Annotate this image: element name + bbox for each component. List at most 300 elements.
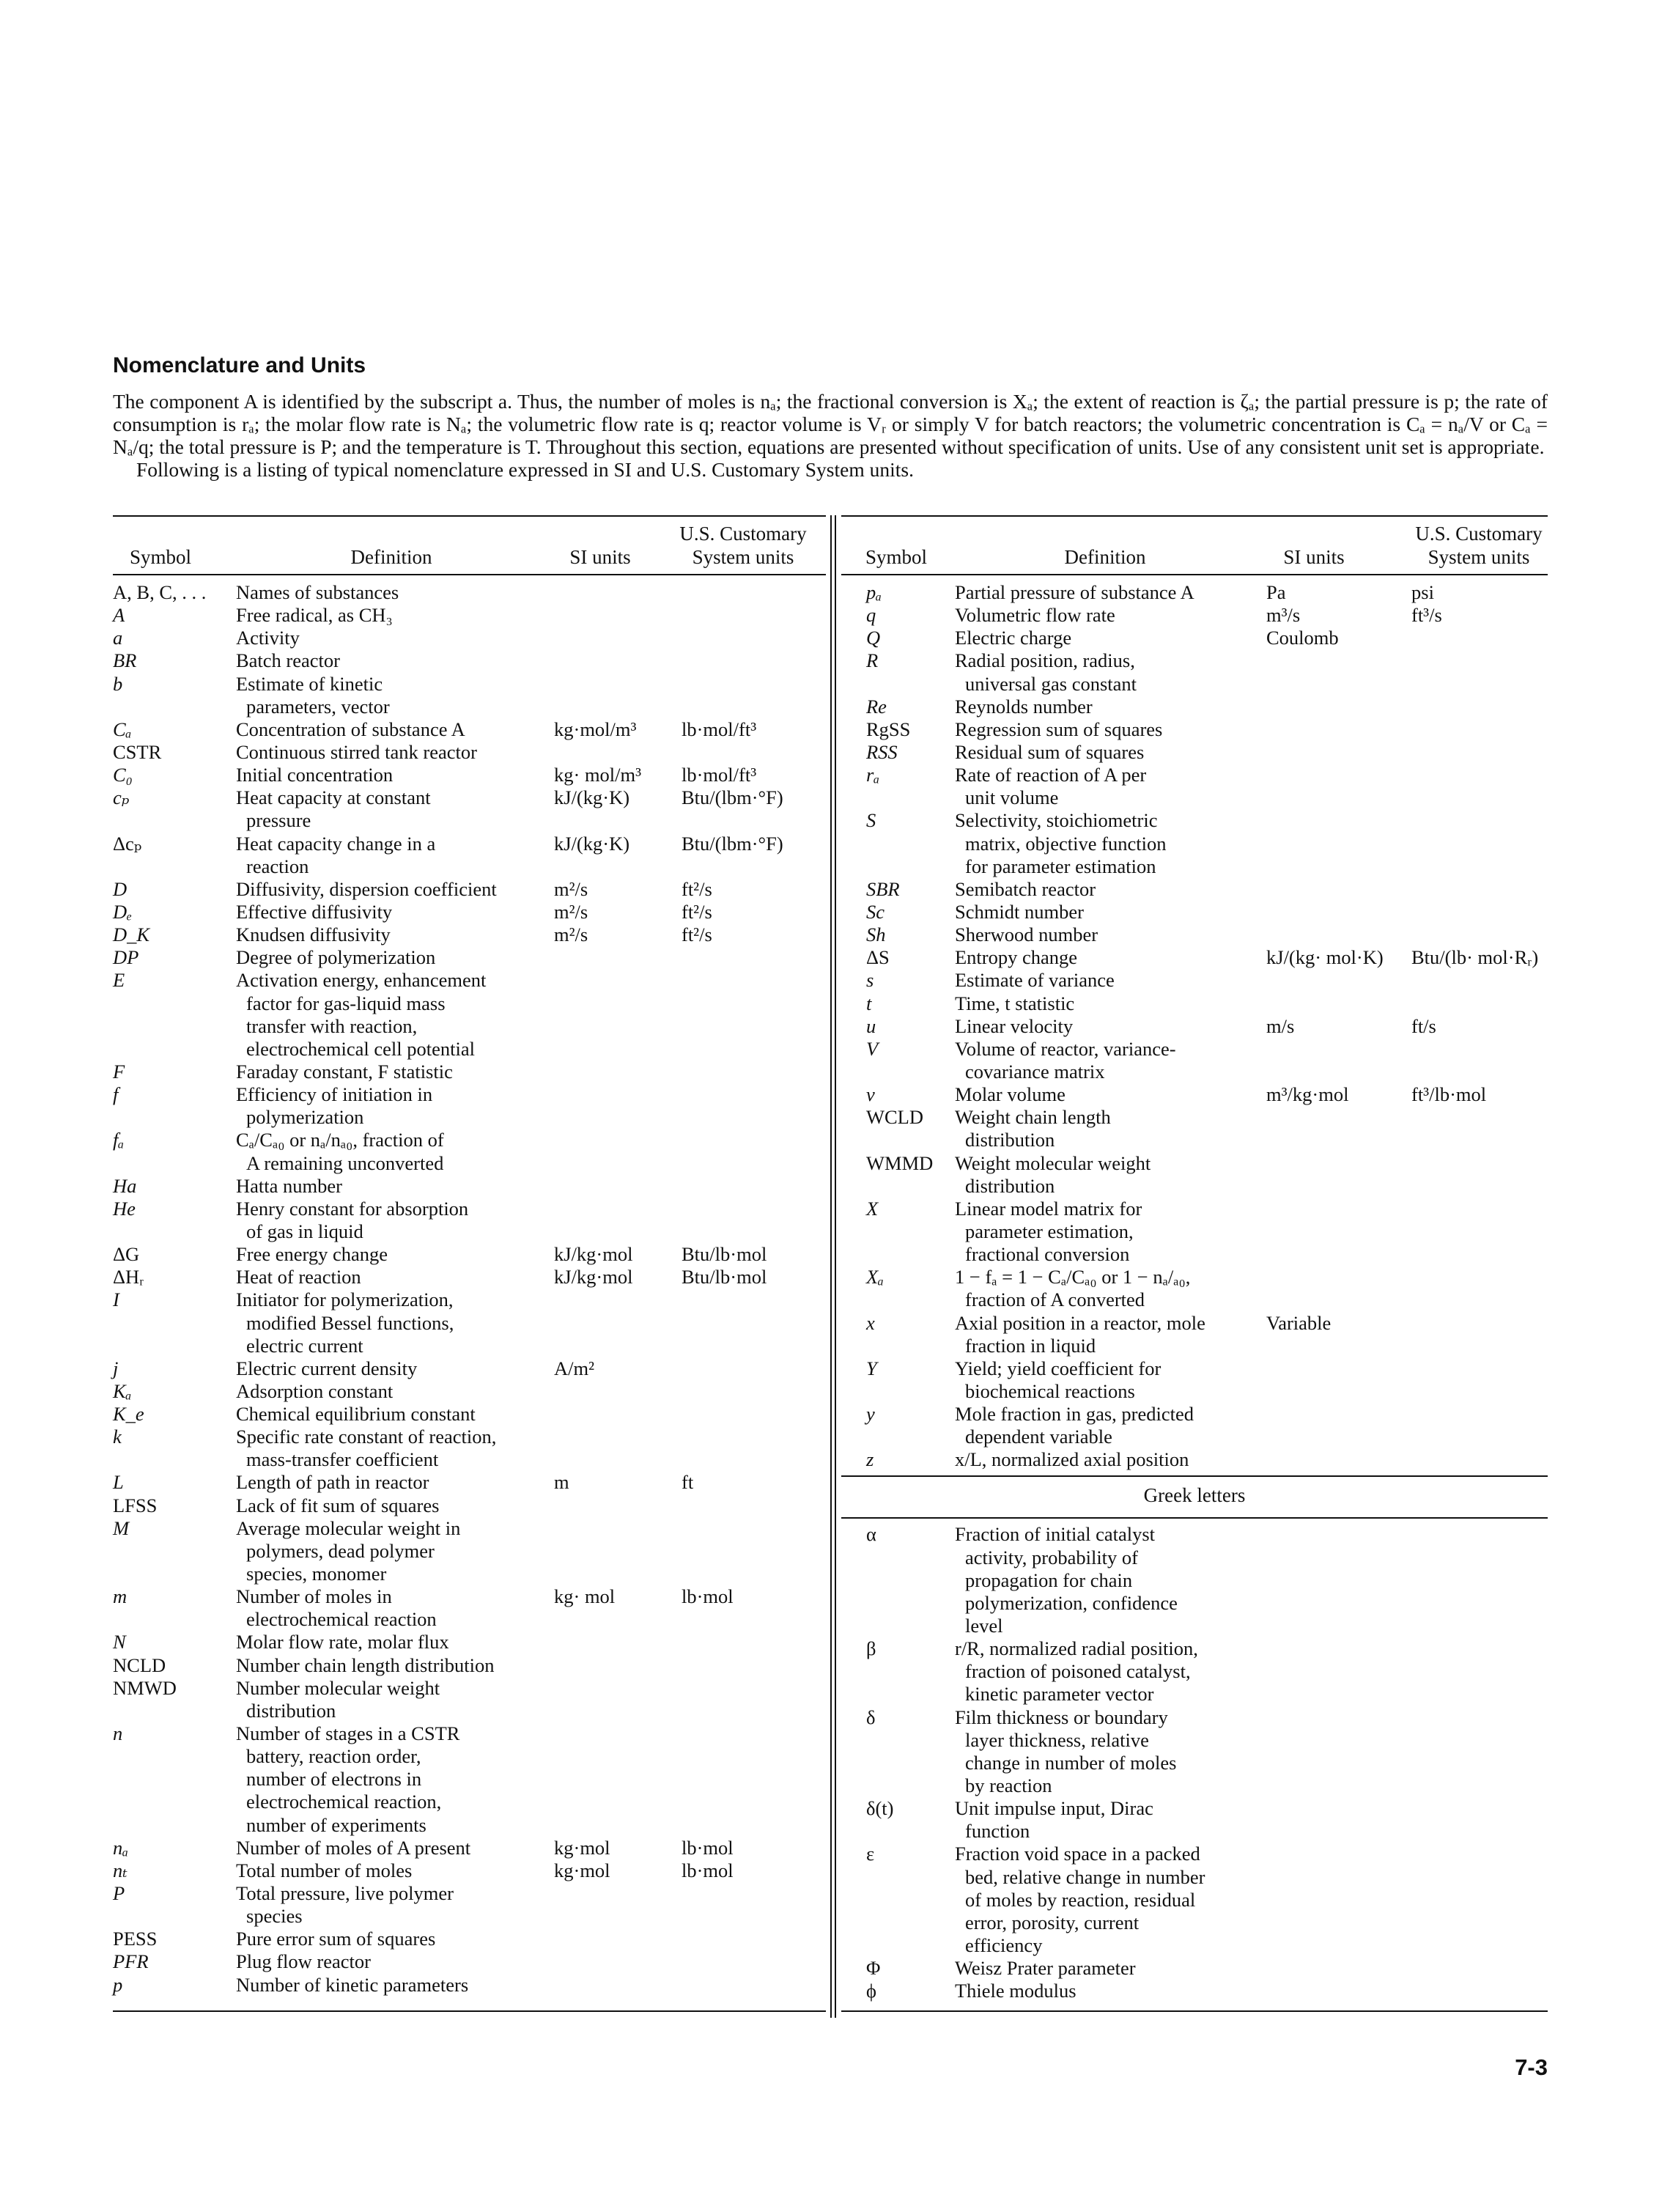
symbol-cell: nₜ <box>113 1859 128 1881</box>
greek-table-body <box>841 1523 1548 2002</box>
table-row <box>113 1745 826 1768</box>
us-unit-cell: lb·mol <box>682 1836 734 1859</box>
definition-cell: propagation for chain <box>965 1568 1133 1591</box>
table-row <box>113 627 826 649</box>
definition-cell: Plug flow reactor <box>236 1950 371 1973</box>
symbol-cell: Cₐ <box>113 718 132 740</box>
definition-cell: Efficiency of initiation in <box>236 1083 433 1106</box>
definition-cell: Number of moles in <box>236 1585 392 1608</box>
table-row <box>841 1889 1548 1911</box>
table-row <box>841 1660 1548 1683</box>
table-row <box>113 946 826 969</box>
definition-cell: Volumetric flow rate <box>955 604 1115 627</box>
definition-cell: Number of moles of A present <box>236 1836 471 1859</box>
symbol-cell: He <box>113 1197 136 1220</box>
us-unit-cell: psi <box>1411 581 1434 603</box>
symbol-cell: R <box>866 649 879 672</box>
table-row <box>841 1866 1548 1889</box>
definition-cell: Molar volume <box>955 1083 1066 1106</box>
definition-cell: battery, reaction order, <box>246 1745 421 1768</box>
symbol-cell: Xₐ <box>866 1266 884 1289</box>
table-row <box>841 1957 1548 1980</box>
symbol-cell: Sc <box>866 900 885 923</box>
definition-cell: Number of kinetic parameters <box>236 1973 469 1996</box>
table-row <box>113 992 826 1015</box>
definition-cell: Yield; yield coefficient for <box>955 1357 1162 1379</box>
definition-cell: Initiator for polymerization, <box>236 1289 454 1311</box>
table-row <box>113 1654 826 1677</box>
header-definition: Definition <box>350 546 432 568</box>
definition-cell: Estimate of kinetic <box>236 672 383 695</box>
definition-cell: covariance matrix <box>965 1060 1105 1083</box>
page-number: 7-3 <box>1515 2054 1548 2080</box>
table-row <box>113 1289 826 1311</box>
table-row <box>841 786 1548 809</box>
symbol-cell: Q <box>866 627 881 649</box>
table-row <box>113 1722 826 1745</box>
us-unit-cell: ft²/s <box>682 877 712 900</box>
symbol-cell: RgSS <box>866 718 911 740</box>
definition-cell: of gas in liquid <box>246 1220 363 1242</box>
definition-cell: Continuous stirred tank reactor <box>236 740 477 763</box>
symbol-cell: Ha <box>113 1174 137 1197</box>
table-row <box>113 878 826 901</box>
definition-cell: Unit impulse input, Dirac <box>955 1797 1153 1820</box>
table-row <box>841 992 1548 1015</box>
definition-cell: Linear model matrix for <box>955 1197 1142 1220</box>
definition-cell: Sherwood number <box>955 923 1098 946</box>
definition-cell: bed, relative change in number <box>965 1865 1205 1888</box>
us-unit-cell: Btu/(lb· mol·Rᵣ) <box>1411 946 1539 969</box>
table-row <box>841 1523 1548 1546</box>
table-row <box>113 1380 826 1403</box>
table-row <box>841 1546 1548 1569</box>
table-row <box>841 1706 1548 1729</box>
definition-cell: function <box>965 1820 1030 1843</box>
definition-cell: matrix, objective function <box>965 832 1167 855</box>
definition-cell: Lack of fit sum of squares <box>236 1494 440 1516</box>
symbol-cell: V <box>866 1037 879 1060</box>
table-row <box>841 1797 1548 1820</box>
definition-cell: Heat capacity at constant <box>236 786 431 809</box>
definition-cell: Linear velocity <box>955 1014 1074 1037</box>
symbol-cell: Re <box>866 695 887 718</box>
symbol-cell: j <box>113 1357 119 1379</box>
table-row <box>113 696 826 718</box>
symbol-cell: L <box>113 1471 124 1494</box>
definition-cell: x/L, normalized axial position <box>955 1448 1189 1471</box>
table-row <box>841 604 1548 627</box>
definition-cell: factor for gas-liquid mass <box>246 992 446 1014</box>
definition-cell: Radial position, radius, <box>955 649 1135 672</box>
si-unit-cell: m³/s <box>1266 604 1301 627</box>
symbol-cell: D_K <box>113 923 150 946</box>
definition-cell: Average molecular weight in <box>236 1516 461 1539</box>
table-row <box>841 1426 1548 1448</box>
definition-cell: Weight chain length <box>955 1106 1111 1129</box>
definition-cell: Knudsen diffusivity <box>236 923 391 946</box>
symbol-cell: Δcₚ <box>113 832 142 855</box>
page-title: Nomenclature and Units <box>113 353 366 377</box>
table-header <box>841 517 1548 575</box>
table-row <box>113 1015 826 1038</box>
symbol-cell: PESS <box>113 1928 158 1950</box>
symbol-cell: BR <box>113 649 137 672</box>
definition-cell: distribution <box>965 1174 1055 1197</box>
header-us-2: System units <box>1428 546 1530 568</box>
table-row <box>841 1129 1548 1151</box>
table-row <box>113 1631 826 1654</box>
us-unit-cell: Btu/lb·mol <box>682 1243 767 1266</box>
table-row <box>113 1563 826 1585</box>
si-unit-cell: A/m² <box>554 1357 595 1379</box>
definition-cell: Effective diffusivity <box>236 900 393 923</box>
definition-cell: electric current <box>246 1334 363 1357</box>
definition-cell: level <box>965 1615 1003 1637</box>
table-row <box>113 1335 826 1357</box>
definition-cell: of moles by reaction, residual <box>965 1888 1196 1911</box>
table-row <box>113 1426 826 1448</box>
table-header <box>113 517 826 575</box>
table-row <box>841 901 1548 923</box>
table-row <box>113 718 826 741</box>
si-unit-cell: Pa <box>1266 581 1286 603</box>
table-row <box>113 1106 826 1129</box>
intro-paragraph: Following is a listing of typical nomenclature expressed in SI and U.S. Customary System units. <box>136 458 914 481</box>
definition-cell: Fraction of initial catalyst <box>955 1523 1156 1546</box>
definition-cell: Thiele modulus <box>955 1980 1076 2002</box>
table-row <box>113 969 826 992</box>
table-row <box>113 833 826 855</box>
table-row <box>841 1335 1548 1357</box>
symbol-cell: C₀ <box>113 764 133 786</box>
table-row <box>113 1494 826 1517</box>
symbol-cell: Sh <box>866 923 886 946</box>
table-row <box>841 923 1548 946</box>
symbol-cell: fₐ <box>113 1129 125 1151</box>
header-si: SI units <box>569 546 631 568</box>
definition-cell: Batch reactor <box>236 649 340 672</box>
table-row <box>841 1061 1548 1083</box>
table-row <box>113 1677 826 1700</box>
definition-cell: error, porosity, current <box>965 1911 1140 1933</box>
si-unit-cell: kg· mol <box>554 1585 616 1608</box>
definition-cell: Molar flow rate, molar flux <box>236 1631 449 1654</box>
intro-paragraph: The component A is identified by the subscript a. Thus, the number of moles is nₐ; the fractional conversion is Xₐ; the extent of reaction is ζₐ; the partial pressure is p; the rate of consumption is rₐ; the molar flow rate is Nₐ; the volumetric flow rate is q; reactor volume is Vᵣ or simply V for batch reactors; the volumetric concentration is Cₐ = nₐ/V or Cₐ = Nₐ/q; the total pressure is P; and the temperature is T. Throughout this section, equations are presented without specification of units. Use of any consistent unit set is appropriate. <box>113 390 1548 458</box>
si-unit-cell: kJ/kg·mol <box>554 1243 633 1266</box>
symbol-cell: F <box>113 1060 125 1083</box>
definition-cell: Free radical, as CH₃ <box>236 604 393 627</box>
table-row <box>841 1220 1548 1243</box>
symbol-cell: Dₑ <box>113 900 133 923</box>
si-unit-cell: m/s <box>1266 1014 1295 1037</box>
definition-cell: r/R, normalized radial position, <box>955 1637 1198 1660</box>
si-unit-cell: m³/kg·mol <box>1266 1083 1349 1106</box>
definition-cell: Fraction void space in a packed <box>955 1843 1200 1865</box>
definition-cell: Specific rate constant of reaction, <box>236 1426 497 1448</box>
symbol-cell: M <box>113 1516 130 1539</box>
definition-cell: parameters, vector <box>246 695 390 718</box>
table-row <box>841 1592 1548 1615</box>
table-row <box>113 1243 826 1266</box>
definition-cell: Faraday constant, F statistic <box>236 1060 453 1083</box>
symbol-cell: WCLD <box>866 1106 924 1129</box>
definition-cell: Hatta number <box>236 1174 342 1197</box>
symbol-cell: ε <box>866 1843 875 1865</box>
definition-cell: fractional conversion <box>965 1243 1130 1266</box>
table-row <box>841 1266 1548 1289</box>
si-unit-cell: kJ/(kg· mol·K) <box>1266 946 1384 969</box>
definition-cell: activity, probability of <box>965 1546 1138 1568</box>
definition-cell: number of electrons in <box>246 1768 422 1791</box>
table-body <box>841 575 1548 1471</box>
symbol-cell: k <box>113 1426 122 1448</box>
table-row <box>113 1083 826 1106</box>
si-unit-cell: kg·mol <box>554 1836 610 1859</box>
table-row <box>841 1980 1548 2002</box>
table-row <box>841 1357 1548 1380</box>
definition-cell: distribution <box>246 1699 336 1722</box>
table-row <box>841 1083 1548 1106</box>
symbol-cell: nₐ <box>113 1836 129 1859</box>
symbol-cell: f <box>113 1083 119 1106</box>
symbol-cell: Y <box>866 1357 877 1379</box>
us-unit-cell: ft²/s <box>682 923 712 946</box>
header-us-2: System units <box>692 546 794 568</box>
nomenclature-table-left <box>113 515 826 1997</box>
table-row <box>113 1540 826 1563</box>
symbol-cell: A <box>113 604 125 627</box>
definition-cell: Total number of moles <box>236 1859 413 1881</box>
definition-cell: Heat capacity change in a <box>236 832 436 855</box>
symbol-cell: n <box>113 1722 123 1745</box>
symbol-cell: ΔG <box>113 1243 140 1266</box>
table-row <box>841 1448 1548 1471</box>
definition-cell: electrochemical cell potential <box>246 1037 475 1060</box>
definition-cell: Weisz Prater parameter <box>955 1957 1136 1980</box>
table-row <box>113 901 826 923</box>
symbol-cell: p <box>113 1973 123 1996</box>
table-row <box>113 786 826 809</box>
table-row <box>841 673 1548 696</box>
table-row <box>841 1175 1548 1198</box>
definition-cell: Initial concentration <box>236 764 394 786</box>
definition-cell: A remaining unconverted <box>246 1151 444 1174</box>
symbol-cell: PFR <box>113 1950 149 1973</box>
us-unit-cell: lb·mol <box>682 1585 734 1608</box>
table-row <box>841 1403 1548 1426</box>
definition-cell: polymerization <box>246 1106 364 1129</box>
table-row <box>113 809 826 832</box>
symbol-cell: cₚ <box>113 786 130 809</box>
definition-cell: Weight molecular weight <box>955 1151 1151 1174</box>
table-row <box>113 1471 826 1494</box>
symbol-cell: WMMD <box>866 1151 934 1174</box>
si-unit-cell: m <box>554 1471 569 1494</box>
definition-cell: biochemical reactions <box>965 1379 1135 1402</box>
table-row <box>113 1220 826 1243</box>
symbol-cell: t <box>866 992 872 1014</box>
symbol-cell: NMWD <box>113 1676 177 1699</box>
symbol-cell: K_e <box>113 1403 144 1426</box>
symbol-cell: LFSS <box>113 1494 158 1516</box>
symbol-cell: E <box>113 969 125 992</box>
definition-cell: reaction <box>246 855 309 877</box>
table-row <box>113 1585 826 1608</box>
definition-cell: Names of substances <box>236 581 399 603</box>
definition-cell: Entropy change <box>955 946 1078 969</box>
definition-cell: Cₐ/Cₐ₀ or nₐ/nₐ₀, fraction of <box>236 1129 444 1151</box>
table-row <box>113 1974 826 1997</box>
us-unit-cell: Btu/(lbm·°F) <box>682 786 783 809</box>
definition-cell: pressure <box>246 809 311 832</box>
definition-cell: Mole fraction in gas, predicted <box>955 1403 1194 1426</box>
table-row <box>113 1517 826 1540</box>
definition-cell: polymerization, confidence <box>965 1591 1178 1614</box>
table-row <box>841 946 1548 969</box>
symbol-cell: N <box>113 1631 126 1654</box>
symbol-cell: pₐ <box>866 581 882 603</box>
definition-cell: Axial position in a reactor, mole <box>955 1311 1205 1334</box>
table-row <box>113 1837 826 1859</box>
symbol-cell: b <box>113 672 123 695</box>
table-row <box>841 878 1548 901</box>
table-row <box>113 1357 826 1380</box>
symbol-cell: y <box>866 1403 875 1426</box>
header-si: SI units <box>1283 546 1345 568</box>
symbol-cell: α <box>866 1523 876 1546</box>
table-row <box>841 1843 1548 1865</box>
table-row <box>841 1015 1548 1038</box>
definition-cell: Number chain length distribution <box>236 1654 495 1676</box>
definition-cell: unit volume <box>965 786 1059 809</box>
table-row <box>841 764 1548 786</box>
us-unit-cell: ft²/s <box>682 900 712 923</box>
table-row <box>113 1448 826 1471</box>
table-row <box>113 1791 826 1813</box>
us-unit-cell: ft/s <box>1411 1014 1436 1037</box>
definition-cell: Adsorption constant <box>236 1379 394 1402</box>
definition-cell: Electric current density <box>236 1357 418 1379</box>
table-row <box>841 696 1548 718</box>
table-row <box>113 1859 826 1882</box>
header-us-1: U.S. Customary <box>679 523 807 545</box>
definition-cell: layer thickness, relative <box>965 1728 1149 1751</box>
symbol-cell: CSTR <box>113 740 162 763</box>
si-unit-cell: Coulomb <box>1266 627 1339 649</box>
table-row <box>841 809 1548 832</box>
symbol-cell: A, B, C, . . . <box>113 581 207 603</box>
table-row <box>841 1637 1548 1660</box>
symbol-cell: S <box>866 809 876 832</box>
table-row <box>841 718 1548 741</box>
table-row <box>113 1152 826 1175</box>
symbol-cell: β <box>866 1637 876 1660</box>
intro-text <box>113 390 1548 481</box>
si-unit-cell: kg·mol <box>554 1859 610 1881</box>
definition-cell: efficiency <box>965 1934 1043 1957</box>
definition-cell: distribution <box>965 1129 1055 1151</box>
table-row <box>841 1380 1548 1403</box>
definition-cell: electrochemical reaction <box>246 1608 437 1631</box>
definition-cell: fraction in liquid <box>965 1334 1096 1357</box>
definition-cell: Volume of reactor, variance- <box>955 1037 1176 1060</box>
table-row <box>113 604 826 627</box>
table-body <box>113 575 826 1997</box>
us-unit-cell: ft³/s <box>1411 604 1442 627</box>
definition-cell: fraction of poisoned catalyst, <box>965 1660 1191 1683</box>
table-row <box>113 673 826 696</box>
definition-cell: universal gas constant <box>965 672 1137 695</box>
symbol-cell: D <box>113 877 128 900</box>
definition-cell: Chemical equilibrium constant <box>236 1403 476 1426</box>
si-unit-cell: kJ/kg·mol <box>554 1266 633 1289</box>
us-unit-cell: Btu/lb·mol <box>682 1266 767 1289</box>
us-unit-cell: lb·mol/ft³ <box>682 718 757 740</box>
table-row <box>841 1729 1548 1752</box>
si-unit-cell: kg·mol/m³ <box>554 718 637 740</box>
table-row <box>841 1774 1548 1797</box>
table-row <box>841 833 1548 855</box>
definition-cell: Number molecular weight <box>236 1676 440 1699</box>
definition-cell: Semibatch reactor <box>955 877 1096 900</box>
si-unit-cell: kJ/(kg·K) <box>554 786 630 809</box>
table-row <box>841 1934 1548 1957</box>
definition-cell: Number of stages in a CSTR <box>236 1722 460 1745</box>
us-unit-cell: Btu/(lbm·°F) <box>682 832 783 855</box>
definition-cell: by reaction <box>965 1774 1052 1797</box>
table-row <box>841 1615 1548 1637</box>
definition-cell: Rate of reaction of A per <box>955 764 1147 786</box>
definition-cell: Henry constant for absorption <box>236 1197 469 1220</box>
definition-cell: Free energy change <box>236 1243 388 1266</box>
table-row <box>841 1312 1548 1335</box>
table-row <box>113 1403 826 1426</box>
si-unit-cell: kg· mol/m³ <box>554 764 642 786</box>
table-row <box>113 1175 826 1198</box>
table-row <box>841 1820 1548 1843</box>
table-row <box>841 1106 1548 1129</box>
definition-cell: Selectivity, stoichiometric <box>955 809 1158 832</box>
definition-cell: number of experiments <box>246 1813 426 1836</box>
definition-cell: Activity <box>236 627 300 649</box>
table-row <box>841 1243 1548 1266</box>
header-symbol: Symbol <box>865 546 928 568</box>
symbol-cell: ϕ <box>866 1980 876 2002</box>
definition-cell: polymers, dead polymer <box>246 1539 435 1562</box>
symbol-cell: DP <box>113 946 139 969</box>
table-row <box>113 1312 826 1335</box>
table-row <box>841 649 1548 672</box>
symbol-cell: rₐ <box>866 764 880 786</box>
table-row <box>841 627 1548 649</box>
definition-cell: Reynolds number <box>955 695 1093 718</box>
symbol-cell: x <box>866 1311 875 1334</box>
table-row <box>113 1882 826 1905</box>
definition-cell: Regression sum of squares <box>955 718 1163 740</box>
definition-cell: Heat of reaction <box>236 1266 361 1289</box>
table-row <box>113 1905 826 1928</box>
table-row <box>113 1768 826 1791</box>
symbol-cell: Φ <box>866 1957 881 1980</box>
definition-cell: species <box>246 1905 303 1928</box>
table-row <box>841 1289 1548 1311</box>
definition-cell: transfer with reaction, <box>246 1014 418 1037</box>
symbol-cell: z <box>866 1448 874 1471</box>
table-row <box>113 1266 826 1289</box>
header-symbol: Symbol <box>129 546 192 568</box>
table-row <box>841 1198 1548 1220</box>
